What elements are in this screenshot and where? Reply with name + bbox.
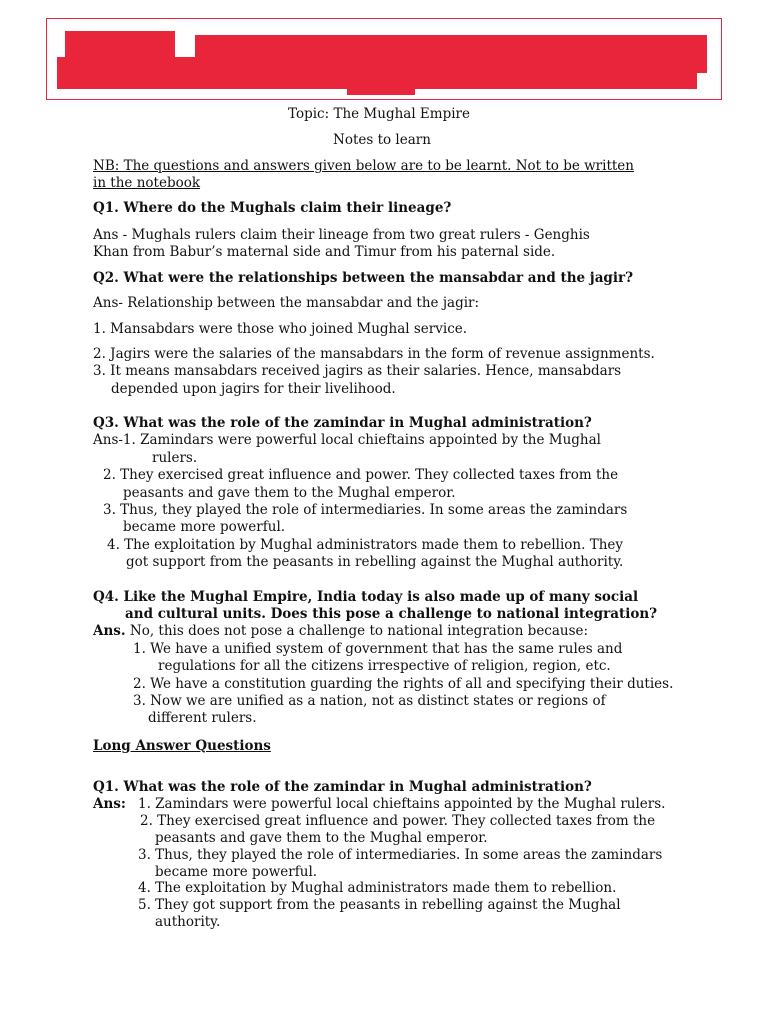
q3-line: 4. The exploitation by Mughal administrators made them to rebellion. They xyxy=(107,537,624,553)
q1-answer-line: Khan from Babur’s maternal side and Timur from his paternal side. xyxy=(93,244,556,260)
q4-line: 2. We have a constitution guarding the rights of all and specifying their duties. xyxy=(133,676,674,692)
q2-intro: Ans- Relationship between the mansabdar and the jagir: xyxy=(93,295,480,311)
q2-point-3-cont: depended upon jagirs for their livelihood. xyxy=(111,381,396,397)
long-line: authority. xyxy=(155,914,221,930)
q3-line: became more powerful. xyxy=(123,519,286,535)
q4-question: Q4. Like the Mughal Empire, India today is also made up of many social xyxy=(93,589,639,605)
q2-question: Q2. What were the relationships between the mansabdar and the jagir? xyxy=(93,270,634,286)
q3-line: rulers. xyxy=(152,450,198,466)
redacted-header xyxy=(46,18,722,100)
q1-answer-line: Ans - Mughals rulers claim their lineage from two great rulers - Genghis xyxy=(93,227,590,243)
long-line: became more powerful. xyxy=(155,864,318,880)
q2-point-1: 1. Mansabdars were those who joined Mughal service. xyxy=(93,321,468,337)
q4-line: 1. We have a unified system of government that has the same rules and xyxy=(133,641,623,657)
redaction-block xyxy=(347,79,415,95)
topic-title: Topic: The Mughal Empire xyxy=(288,106,470,122)
q2-point-2: 2. Jagirs were the salaries of the mansabdars in the form of revenue assignments. xyxy=(93,346,655,362)
q3-line: 3. Thus, they played the role of intermediaries. In some areas the zamindars xyxy=(103,502,628,518)
q3-line: 2. They exercised great influence and power. They collected taxes from the xyxy=(103,467,619,483)
subtitle: Notes to learn xyxy=(333,132,431,148)
answer-label: Ans: xyxy=(93,796,126,812)
nb-line-2: in the notebook xyxy=(93,175,201,191)
q4-line: different rulers. xyxy=(148,710,257,726)
q4-line: regulations for all the citizens irrespective of religion, region, etc. xyxy=(158,658,611,674)
q3-line: Ans-1. Zamindars were powerful local chieftains appointed by the Mughal xyxy=(93,432,601,448)
long-line: 5. They got support from the peasants in rebelling against the Mughal xyxy=(138,897,621,913)
q4-line: 3. Now we are unified as a nation, not as distinct states or regions of xyxy=(133,693,606,709)
long-line: peasants and gave them to the Mughal emperor. xyxy=(155,830,488,846)
long-line: 1. Zamindars were powerful local chieftains appointed by the Mughal rulers. xyxy=(138,796,666,812)
long-line: 3. Thus, they played the role of intermediaries. In some areas the zamindars xyxy=(138,847,663,863)
long-line: 2. They exercised great influence and power. They collected taxes from the xyxy=(140,813,656,829)
q4-question-cont: and cultural units. Does this pose a challenge to national integration? xyxy=(125,606,658,622)
q3-question: Q3. What was the role of the zamindar in Mughal administration? xyxy=(93,415,592,431)
section-heading: Long Answer Questions xyxy=(93,738,271,754)
q2-point-3: 3. It means mansabdars received jagirs as their salaries. Hence, mansabdars xyxy=(93,363,622,379)
q3-line: peasants and gave them to the Mughal emperor. xyxy=(123,485,456,501)
long-q1-question: Q1. What was the role of the zamindar in Mughal administration? xyxy=(93,779,592,795)
q1-question: Q1. Where do the Mughals claim their lineage? xyxy=(93,200,452,216)
q3-line: got support from the peasants in rebelling against the Mughal authority. xyxy=(126,554,624,570)
nb-line-1: NB: The questions and answers given below are to be learnt. Not to be written xyxy=(93,158,634,174)
answer-label: Ans. xyxy=(93,623,126,639)
q4-answer xyxy=(93,623,588,640)
answer-text: No, this does not pose a challenge to national integration because: xyxy=(125,623,589,639)
long-line: 4. The exploitation by Mughal administrators made them to rebellion. xyxy=(138,880,617,896)
